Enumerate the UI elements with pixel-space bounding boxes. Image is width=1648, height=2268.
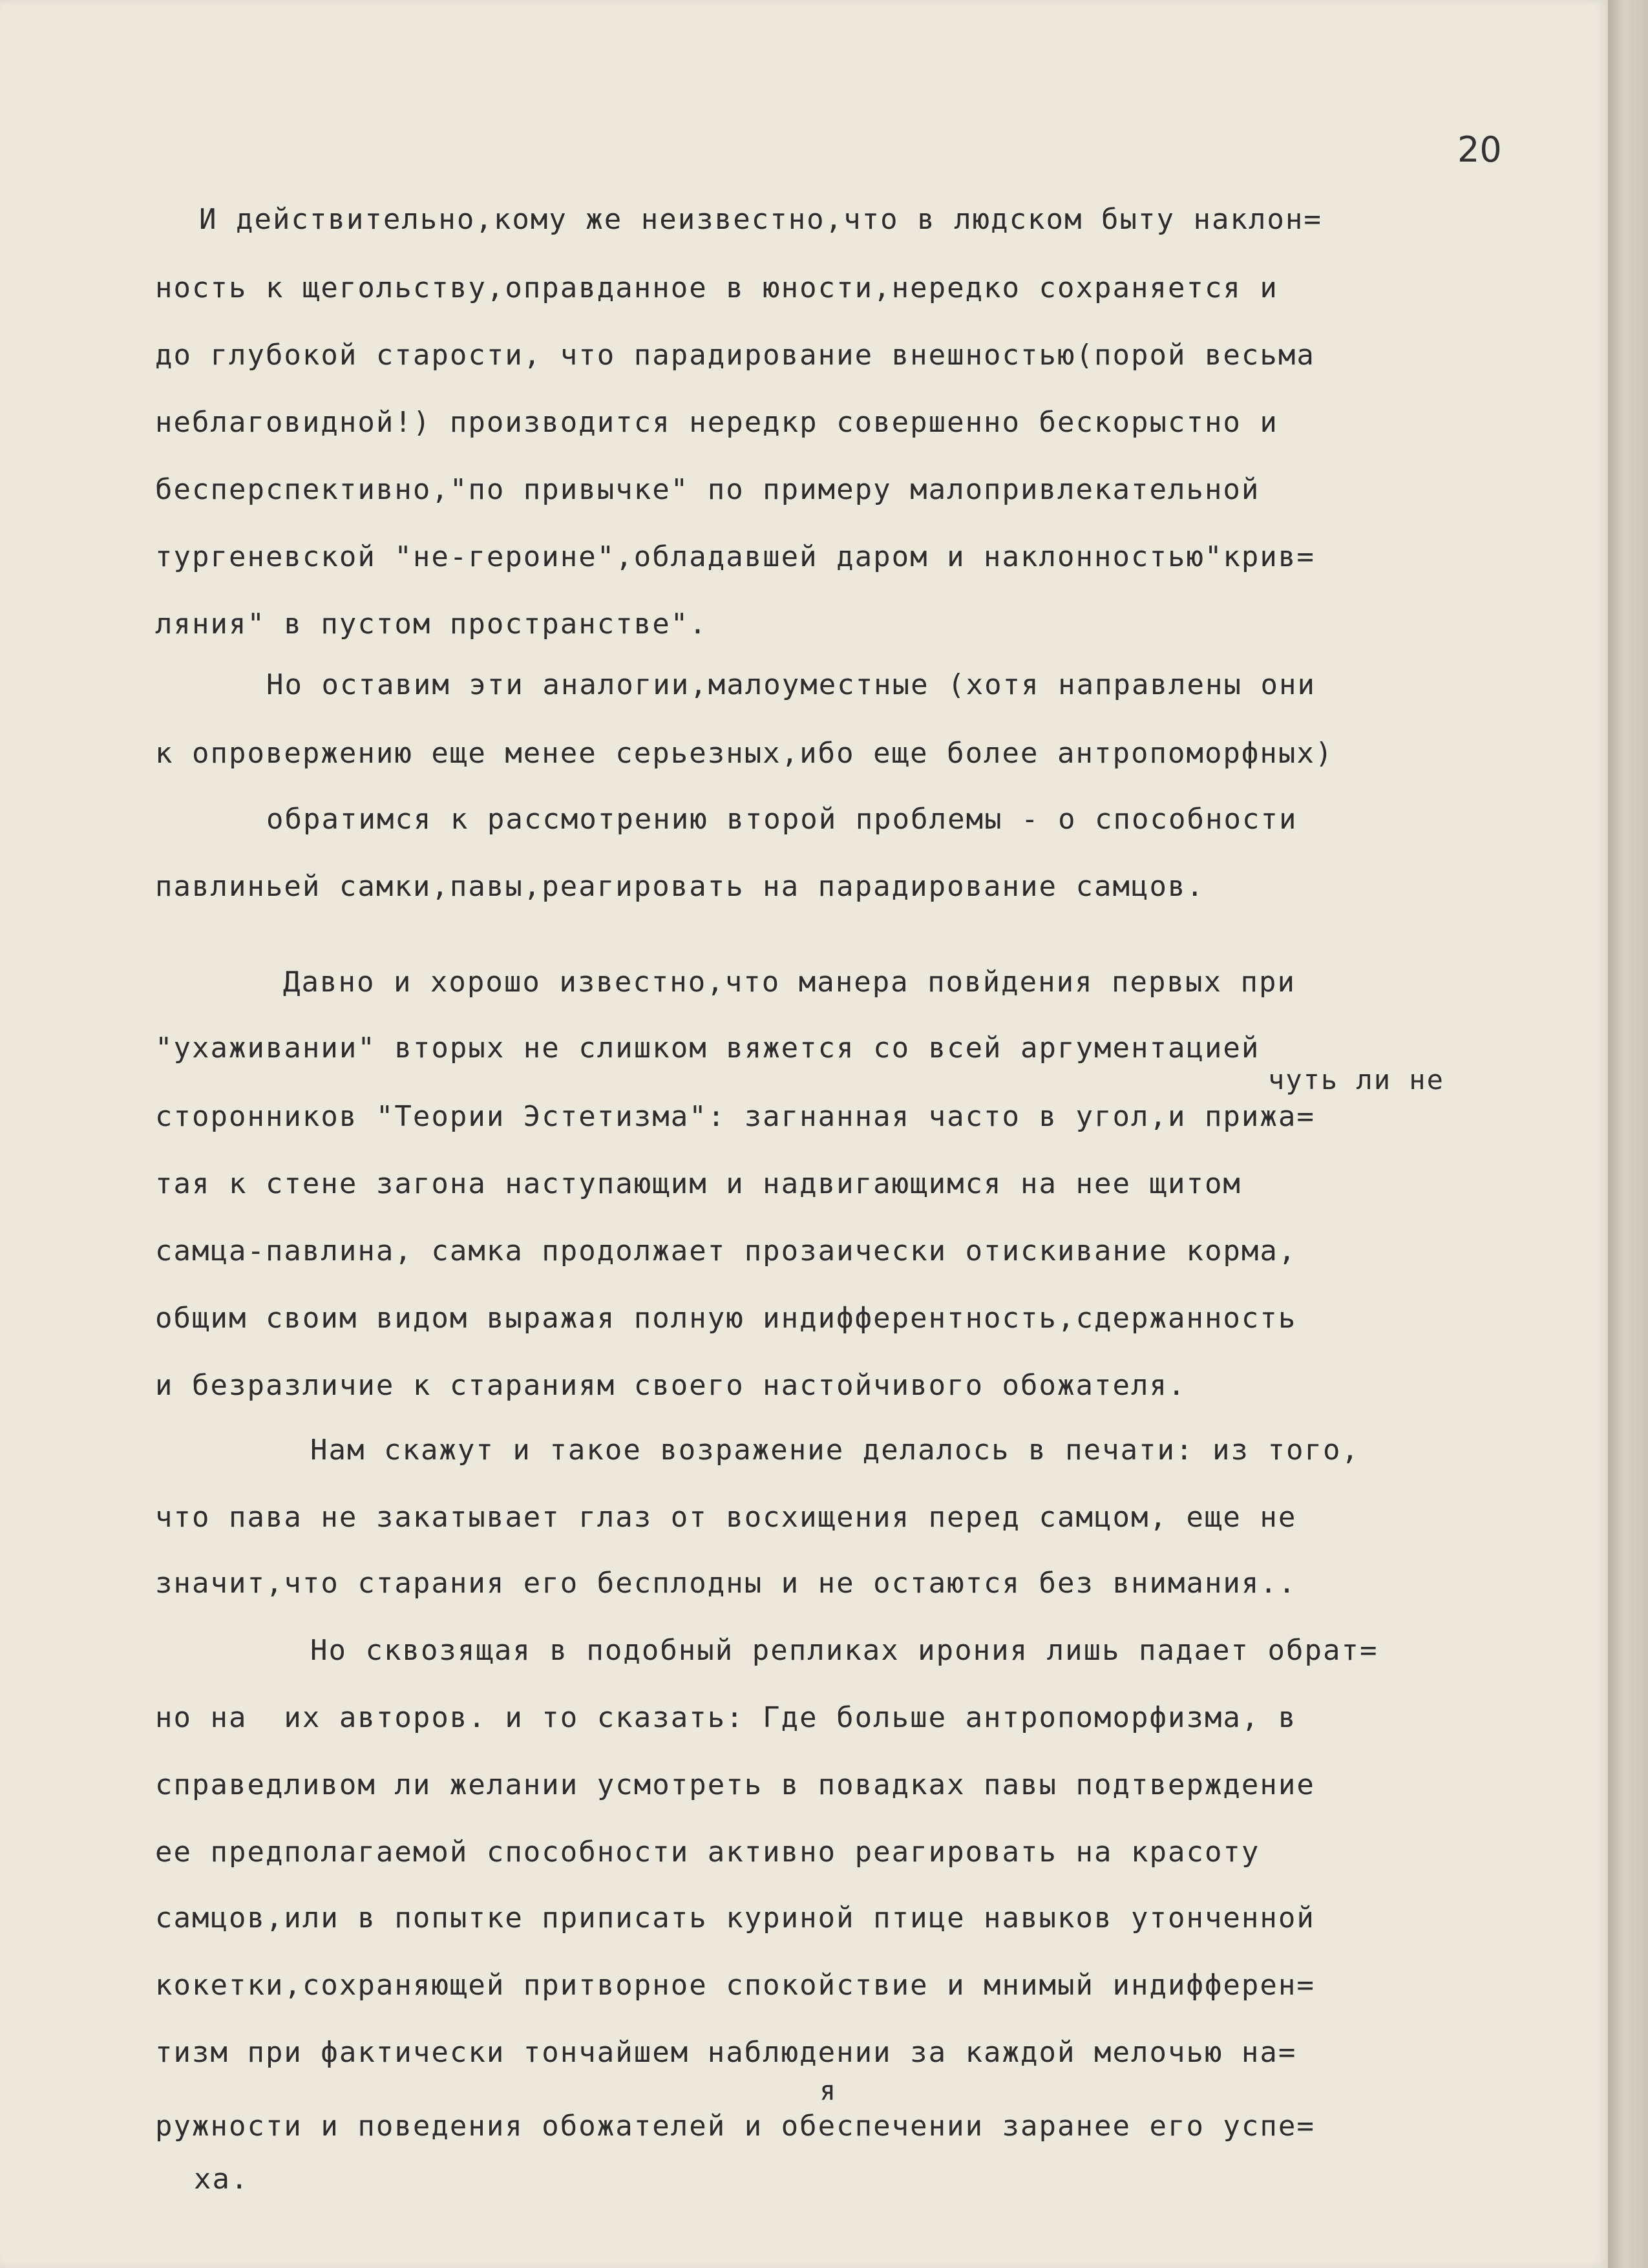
- text-line: до глубокой старости, что парадирование внешностью(порой весьма: [155, 339, 1315, 372]
- text-line: что пава не закатывает глаз от восхищения перед самцом, еще не: [155, 1501, 1297, 1534]
- text-line: И действительно,кому же неизвестно,что в людском быту наклон=: [199, 203, 1322, 236]
- text-line: самцов,или в попытке приписать куриной птице навыков утонченной: [155, 1902, 1315, 1934]
- handwritten-insert-ya: я: [819, 2075, 838, 2106]
- text-line: справедливом ли желании усмотреть в повадках павы подтверждение: [155, 1768, 1315, 1801]
- handwritten-insert-chut-li-ne: чуть ли не: [1268, 1064, 1444, 1096]
- text-line: ляния" в пустом пространстве".: [155, 608, 708, 641]
- text-line: тизм при фактически тончайшем наблюдении за каждой мелочью на=: [155, 2036, 1297, 2069]
- text-line: Нам скажут и такое возражение делалось в печати: из того,: [310, 1434, 1360, 1467]
- text-line: павлиньей самки,павы,реагировать на парадирование самцов.: [155, 870, 1205, 903]
- page-number: 20: [1457, 129, 1502, 170]
- text-line: ружности и поведения обожателей и обеспечении заранее его успе=: [155, 2110, 1315, 2143]
- text-line: тая к стене загона наступающим и надвигающимся на нее щитом: [155, 1167, 1241, 1200]
- text-line: неблаговидной!) производится нередкр совершенно бескорыстно и: [155, 406, 1278, 439]
- text-line: и безразличие к стараниям своего настойчивого обожателя.: [155, 1369, 1187, 1402]
- text-line: Но оставим эти аналогии,малоуместные (хотя направлены они: [266, 668, 1316, 701]
- text-line: к опровержению еще менее серьезных,ибо еще более антропоморфных): [155, 737, 1334, 770]
- text-line: значит,что старания его бесплодны и не остаются без внимания..: [155, 1567, 1297, 1600]
- text-line: сторонников "Теории Эстетизма": загнанная часто в угол,и прижа=: [155, 1100, 1315, 1133]
- text-line: бесперспективно,"по привычке" по примеру малопривлекательной: [155, 473, 1260, 506]
- text-line: ность к щегольству,оправданное в юности,нередко сохраняется и: [155, 271, 1278, 304]
- text-line: ха.: [194, 2163, 249, 2196]
- text-line: общим своим видом выражая полную индифферентность,сдержанность: [155, 1302, 1297, 1335]
- text-line: "ухаживании" вторых не слишком вяжется со всей аргументацией: [155, 1032, 1260, 1065]
- text-line: Но сквозящая в подобный репликах ирония лишь падает обрат=: [310, 1634, 1379, 1667]
- text-line: ее предполагаемой способности активно реагировать на красоту: [155, 1836, 1260, 1869]
- page-edge: [1608, 0, 1648, 2268]
- text-line: тургеневской "не-героине",обладавшей даром и наклонностью"крив=: [155, 540, 1315, 573]
- text-line: самца-павлина, самка продолжает прозаически отискивание корма,: [155, 1235, 1297, 1267]
- text-line: Давно и хорошо известно,что манера повйдения первых при: [283, 966, 1296, 999]
- text-line: обратимся к рассмотрению второй проблемы - о способности: [266, 803, 1298, 836]
- text-line: кокетки,сохраняющей притворное спокойствие и мнимый индифферен=: [155, 1969, 1315, 2002]
- text-line: но на их авторов. и то сказать: Где больше антропоморфизма, в: [155, 1701, 1297, 1734]
